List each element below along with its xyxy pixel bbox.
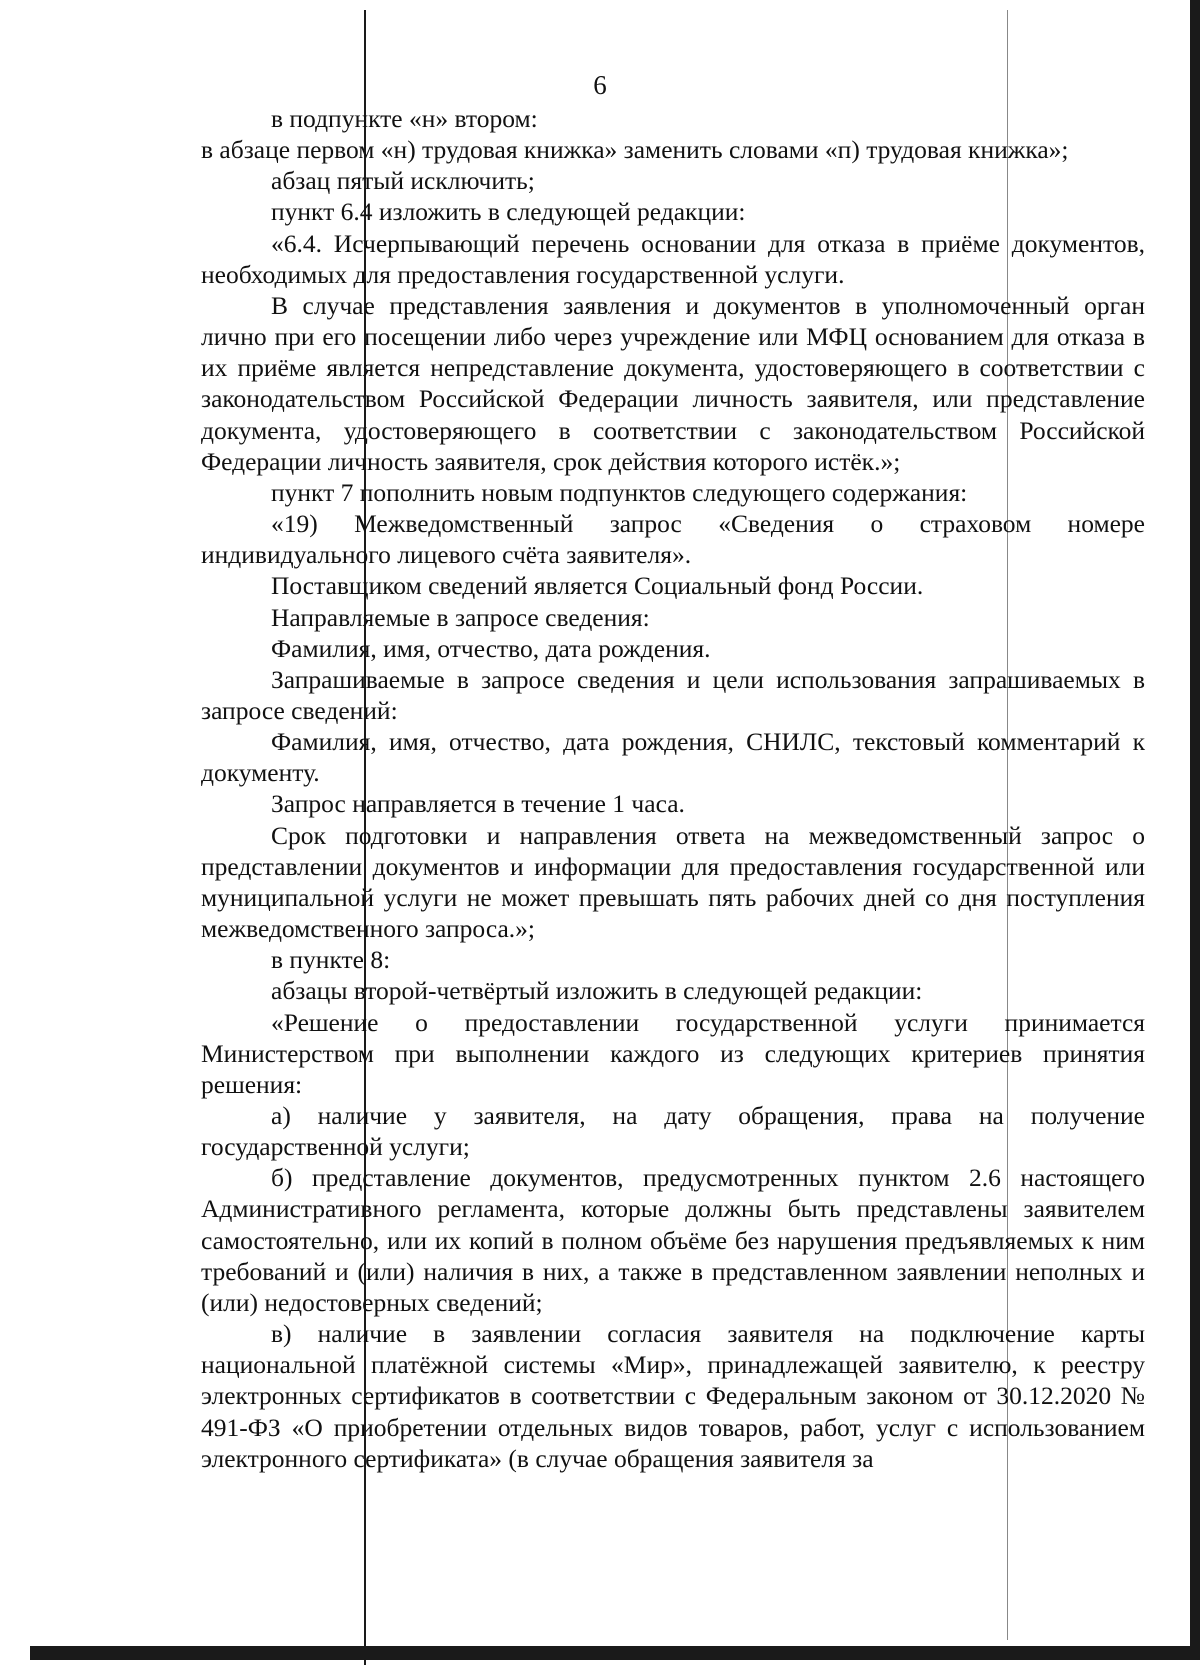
paragraph: Направляемые в запросе сведения:	[271, 602, 650, 632]
paragraph: Поставщиком сведений является Социальный фонд России.	[271, 571, 924, 601]
paragraph: пункт 6.4 изложить в следующей редакции:	[271, 197, 746, 227]
paragraph: в) наличие в заявлении согласия заявителя на подключение карты национальной платёжной системы «Мир», принадлежащей заявителю, к реестру электронных сертификатов в соответствии с Федеральным законом от 30.12.2020 № 491-ФЗ «О приобретении отдельных видов товаров, работ, услуг с использованием электронного сертификата» (в случае обращения заявителя за	[201, 1319, 1145, 1473]
paragraph: пункт 7 пополнить новым подпунктов следующего содержания:	[271, 477, 968, 507]
paragraph: Срок подготовки и направления ответа на межведомственный запрос о представлении документов и информации для предоставления государственной или муниципальной услуги не может превышать пять рабочих дней со дня поступления межведомственного запроса.»;	[201, 820, 1145, 944]
scan-edge-right	[1190, 0, 1200, 1660]
paragraph: а) наличие у заявителя, на дату обращения, права на получение государственной услуги;	[201, 1101, 1145, 1162]
document-body	[201, 103, 1145, 1474]
paragraph: «Решение о предоставлении государственной услуги принимается Министерством при выполнении каждого из следующих критериев принятия решения:	[201, 1007, 1145, 1099]
paragraph: В случае представления заявления и документов в уполномоченный орган лично при его посещении либо через учреждение или МФЦ основанием для отказа в их приёме является непредставление документа, удостоверяющего в соответствии с законодательством Российской Федерации личность заявителя, или представление документа, удостоверяющего в соответствии с законодательством Российской Федерации личность заявителя, срок действия которого истёк.»;	[201, 290, 1145, 476]
paragraph: «19) Межведомственный запрос «Сведения о страховом номере индивидуального лицевого счёта заявителя».	[201, 509, 1145, 570]
paragraph: «6.4. Исчерпывающий перечень основании для отказа в приёме документов, необходимых для предоставления государственной услуги.	[201, 228, 1145, 289]
paragraph: Запрос направляется в течение 1 часа.	[271, 789, 685, 819]
scan-edge-bottom	[30, 1646, 1200, 1660]
paragraph: б) представление документов, предусмотренных пунктом 2.6 настоящего Административного регламента, которые должны быть представлены заявителем самостоятельно, или их копий в полном объёме без нарушения предъявляемых к ним требований и (или) наличия в них, а также в представленном заявлении неполных и (или) недостоверных сведений;	[201, 1163, 1145, 1317]
paragraph: Фамилия, имя, отчество, дата рождения, СНИЛС, текстовый комментарий к документу.	[201, 727, 1145, 788]
page-number: 6	[593, 70, 607, 100]
paragraph: Запрашиваемые в запросе сведения и цели использования запрашиваемых в запросе сведений:	[201, 664, 1145, 725]
paragraph: Фамилия, имя, отчество, дата рождения.	[271, 633, 711, 663]
paragraph: абзацы второй-четвёртый изложить в следующей редакции:	[271, 976, 923, 1006]
paragraph: в абзаце первом «н) трудовая книжка» заменить словами «п) трудовая книжка»;	[201, 135, 1069, 165]
paragraph: абзац пятый исключить;	[271, 166, 535, 196]
paragraph: в пункте 8:	[271, 945, 391, 975]
paragraph: в подпункте «н» втором:	[271, 104, 538, 133]
